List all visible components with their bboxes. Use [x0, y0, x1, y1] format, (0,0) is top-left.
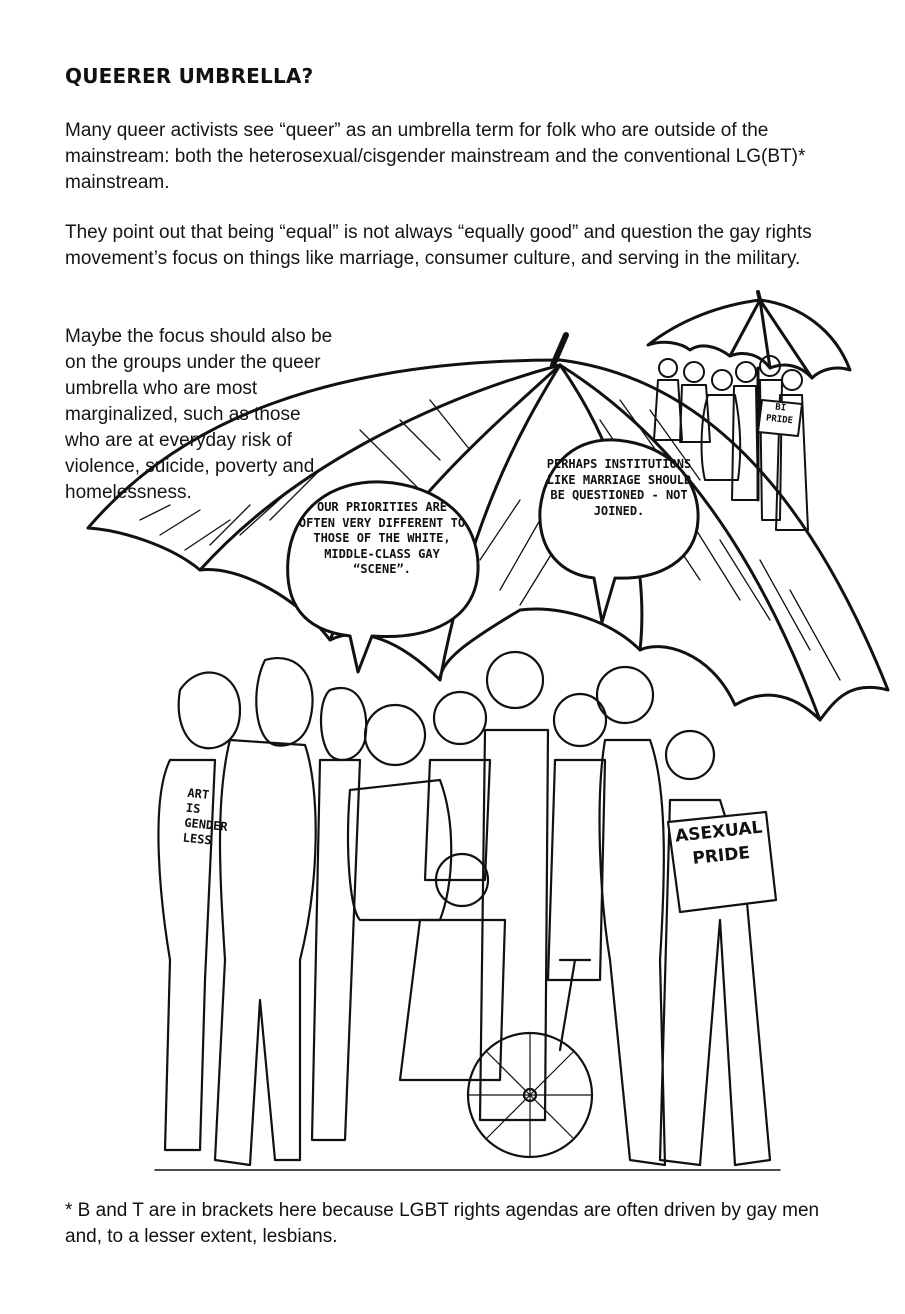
sign-line-2: PRIDE [691, 842, 751, 869]
figure-mohawk [179, 673, 240, 749]
footnote: * B and T are in brackets here because LGBT rights agendas are often driven by gay men and, to a lesser extent, lesbians. [65, 1200, 820, 1247]
asexual-pride-sign-text [670, 815, 770, 873]
equality-paragraph: They point out that being “equal” is not always “equally good” and question the gay rights movement’s focus on things like marriage, consumer culture, and serving in the military. [65, 222, 812, 269]
speech-bubble-left-text: OUR PRIORITIES ARE OFTEN VERY DIFFERENT TO THOSE OF THE WHITE, MIDDLE-CLASS GAY “SCENE”. [298, 500, 466, 576]
figure-curly-hair [256, 658, 312, 746]
bi-pride-sign-text [761, 400, 799, 428]
marginalized-paragraph: Maybe the focus should also be on the groups under the queer umbrella who are most marginalized, such as those who are at everyday risk of violence, suicide, poverty and homelessness. [65, 326, 333, 503]
speech-bubble-right-text: PERHAPS INSTITUTIONS LIKE MARRIAGE SHOULD BE QUESTIONED - NOT JOINED. [546, 457, 692, 518]
shirt-line-4: LESS [182, 830, 213, 848]
figure-glasses [365, 705, 425, 765]
shirt-line-2: IS [185, 800, 202, 817]
intro-paragraph: Many queer activists see “queer” as an umbrella term for folk who are outside of the mainstream: both the heterosexual/cisgender mainstream and the conventional LG(BT)* mainstream. [65, 120, 806, 193]
page-title: QUEERER UMBRELLA? [65, 64, 314, 88]
shirt-line-1: ART [186, 785, 210, 802]
sign-line-1: ASEXUAL [674, 817, 764, 847]
shirt-slogan [182, 786, 234, 850]
bi-sign-line-1: BI [774, 402, 787, 414]
small-umbrella-canopy [648, 300, 850, 378]
bi-sign-line-2: PRIDE [765, 413, 794, 427]
shirt-line-3: GENDER [183, 815, 229, 835]
